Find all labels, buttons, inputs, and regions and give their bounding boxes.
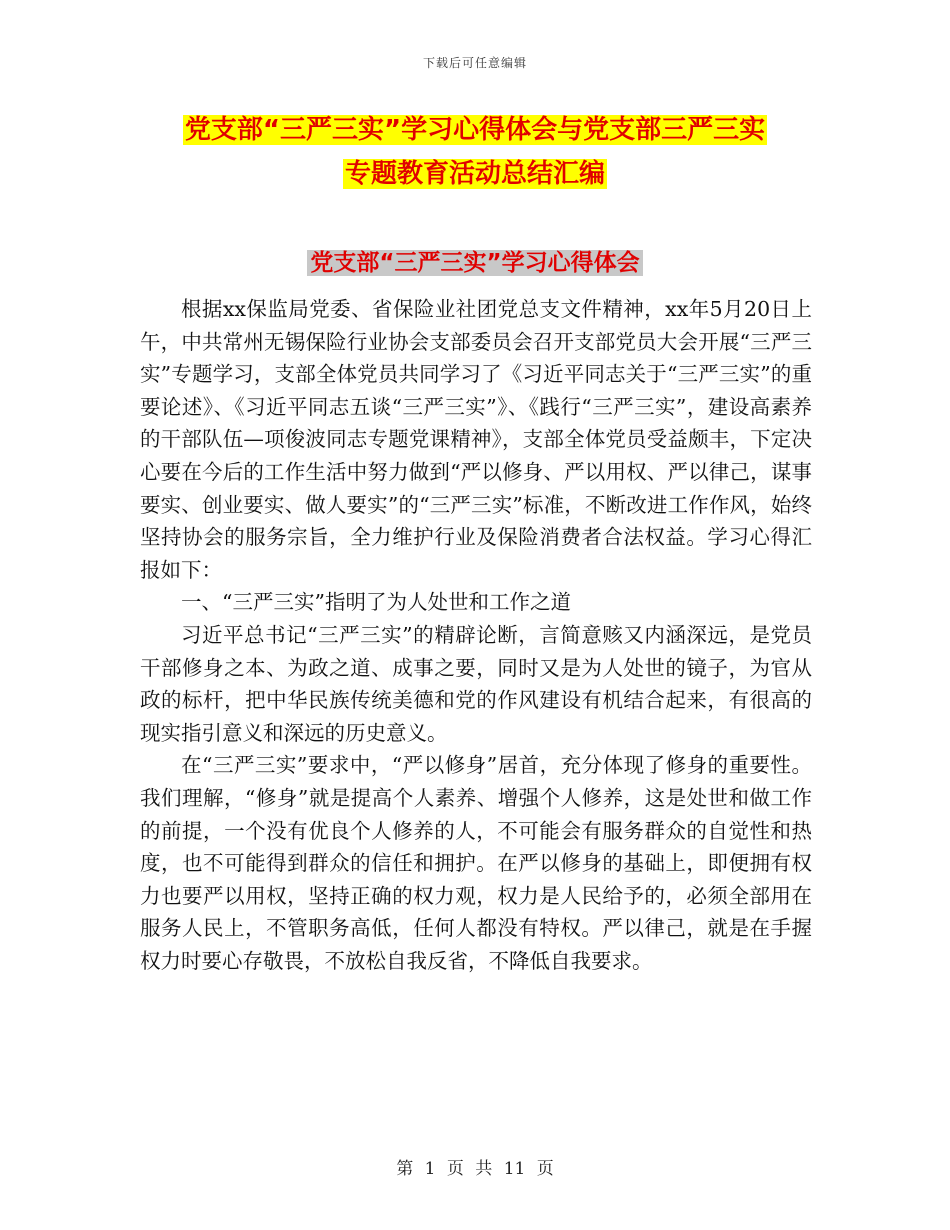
paragraph: 习近平总书记“三严三实”的精辟论断，言简意赅又内涵深远，是党员干部修身之本、为政之道、成事之要，同时又是为人处世的镜子，为官从政的标杆，把中华民族传统美德和党的作风建设有机结合起来，有很高的现实指引意义和深远的历史意义。	[140, 622, 812, 745]
subheading: 一、“三严三实”指明了为人处世和工作之道	[181, 590, 571, 615]
body-text	[140, 293, 812, 977]
document-title	[0, 108, 950, 196]
title-line-2-text: 专题教育活动总结汇编	[344, 159, 605, 189]
section-title	[0, 246, 950, 280]
page-number-footer: 第 1 页 共 11 页	[396, 1159, 554, 1179]
header-note: 下载后可任意编辑	[422, 56, 527, 70]
title-line-1-text: 党支部“三严三实”学习心得体会与党支部三严三实	[184, 115, 766, 145]
section-title-text: 党支部“三严三实”学习心得体会	[307, 250, 642, 276]
paragraph: 根据xx保监局党委、省保险业社团党总支文件精神，xx年5月20日上午，中共常州无锡保险行业协会支部委员会召开支部党员大会开展“三严三实”专题学习，支部全体党员共同学习了《习近平同志关于“三严三实”的重要论述》、《习近平同志五谈“三严三实”》、《践行“三严三实”，建设高素养的干部队伍—项俊波同志专题党课精神》，支部全体党员受益颇丰，下定决心要在今后的工作生活中努力做到“严以修身、严以用权、严以律己，谋事要实、创业要实、做人要实”的“三严三实”标准，不断改进工作作风，始终坚持协会的服务宗旨，全力维护行业及保险消费者合法权益。学习心得汇报如下：	[140, 297, 812, 582]
paragraph: 在“三严三实”要求中，“严以修身”居首，充分体现了修身的重要性。我们理解，“修身”就是提高个人素养、增强个人修养，这是处世和做工作的前提，一个没有优良个人修养的人，不可能会有服务群众的自觉性和热度，也不可能得到群众的信任和拥护。在严以修身的基础上，即便拥有权力也要严以用权，坚持正确的权力观，权力是人民给予的，必须全部用在服务人民上，不管职务高低，任何人都没有特权。严以律己，就是在手握权力时要心存敬畏，不放松自我反省，不降低自我要求。	[140, 753, 812, 973]
title-line-2	[0, 152, 950, 196]
title-line-1	[0, 108, 950, 152]
